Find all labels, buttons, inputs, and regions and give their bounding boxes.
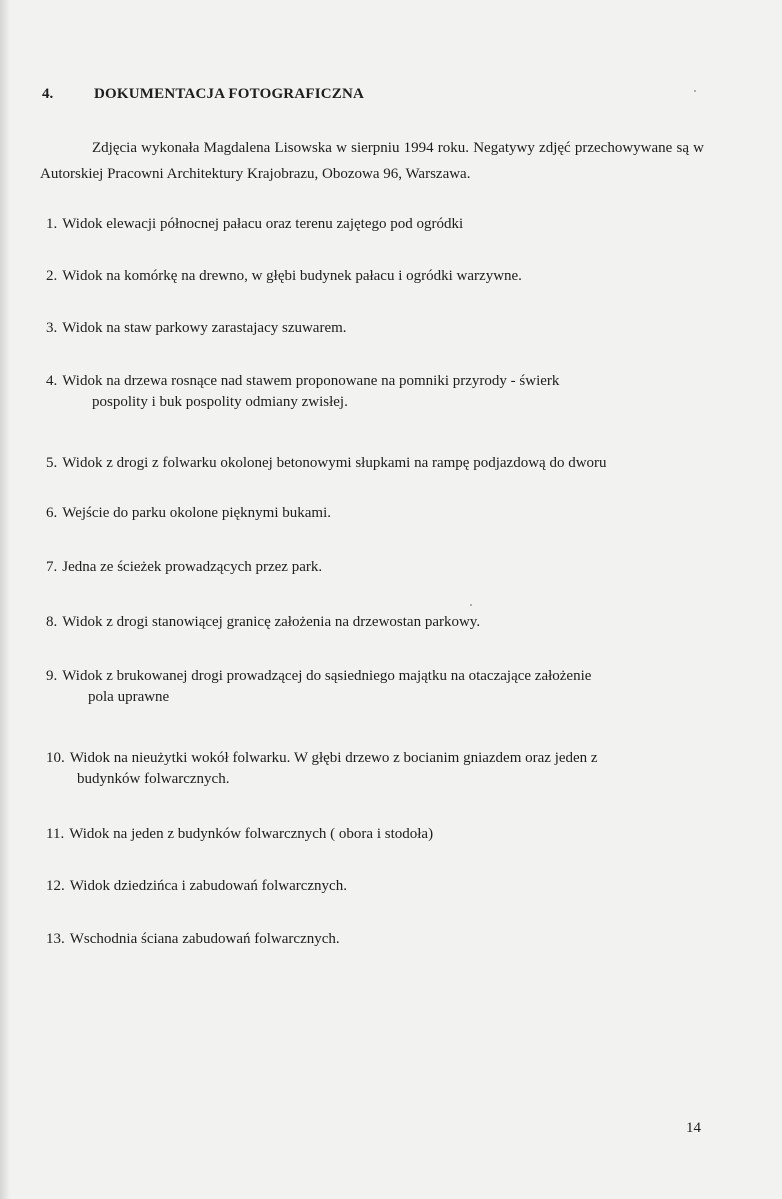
item-text: Widok na staw parkowy zarastajacy szuwarem. xyxy=(62,320,347,336)
item-text: Widok z brukowanej drogi prowadzącej do sąsiedniego majątku na otaczające założenie xyxy=(62,668,592,684)
photo-item-10 xyxy=(46,748,696,790)
photo-item-1 xyxy=(46,214,696,235)
photo-item-12 xyxy=(46,876,696,897)
photo-item-2 xyxy=(46,266,696,287)
item-text: Jedna ze ścieżek prowadzących przez park. xyxy=(62,559,323,575)
item-number: 8. xyxy=(46,614,58,630)
item-text: Widok na drzewa rosnące nad stawem proponowane na pomniki przyrody - świerk xyxy=(62,373,560,389)
item-continuation: pola uprawne xyxy=(88,689,170,705)
item-text: Widok z drogi z folwarku okolonej betonowymi słupkami na rampę podjazdową do dworu xyxy=(62,455,607,471)
item-continuation: budynków folwarcznych. xyxy=(77,771,230,787)
item-number: 1. xyxy=(46,216,58,232)
item-text: Widok na komórkę na drewno, w głębi budynek pałacu i ogródki warzywne. xyxy=(62,268,522,284)
photo-item-8 xyxy=(46,612,696,633)
photo-item-11 xyxy=(46,824,696,845)
item-text: Widok elewacji północnej pałacu oraz terenu zajętego pod ogródki xyxy=(62,216,464,232)
item-text: Widok z drogi stanowiącej granicę założenia na drzewostan parkowy. xyxy=(62,614,481,630)
scan-speck xyxy=(470,604,472,606)
page-edge-shadow xyxy=(0,0,10,1199)
item-text: Widok na nieużytki wokół folwarku. W głębi drzewo z bocianim gniazdem oraz jeden z xyxy=(69,750,598,766)
item-text: Wejście do parku okolone pięknymi bukami. xyxy=(62,505,331,521)
item-text: Widok na jeden z budynków folwarcznych ( obora i stodoła) xyxy=(69,826,434,842)
photo-item-5 xyxy=(46,453,696,474)
section-title: DOKUMENTACJA FOTOGRAFICZNA xyxy=(94,86,365,102)
scan-speck xyxy=(694,90,696,92)
photo-item-9 xyxy=(46,666,696,708)
item-number: 11. xyxy=(46,826,65,842)
item-number: 6. xyxy=(46,505,58,521)
item-continuation: pospolity i buk pospolity odmiany zwisłej. xyxy=(92,394,348,410)
item-text: Widok dziedzińca i zabudowań folwarcznych. xyxy=(69,878,347,894)
photo-item-4 xyxy=(46,371,696,413)
intro-paragraph: Zdjęcia wykonała Magdalena Lisowska w sierpniu 1994 roku. Negatywy zdjęć przechowywane są w Autorskiej Pracowni Architektury Krajobrazu, Obozowa 96, Warszawa. xyxy=(40,140,704,182)
photo-item-6 xyxy=(46,503,696,524)
page-number: 14 xyxy=(686,1120,701,1136)
item-text: Wschodnia ściana zabudowań folwarcznych. xyxy=(69,931,340,947)
item-number: 4. xyxy=(46,373,58,389)
item-number: 10. xyxy=(46,750,65,766)
item-number: 9. xyxy=(46,668,58,684)
item-number: 12. xyxy=(46,878,65,894)
item-number: 2. xyxy=(46,268,58,284)
item-number: 13. xyxy=(46,931,65,947)
item-number: 5. xyxy=(46,455,58,471)
item-number: 3. xyxy=(46,320,58,336)
section-number: 4. xyxy=(42,86,54,102)
item-number: 7. xyxy=(46,559,58,575)
photo-item-3 xyxy=(46,318,696,339)
photo-item-13 xyxy=(46,929,696,950)
photo-item-7 xyxy=(46,557,696,578)
